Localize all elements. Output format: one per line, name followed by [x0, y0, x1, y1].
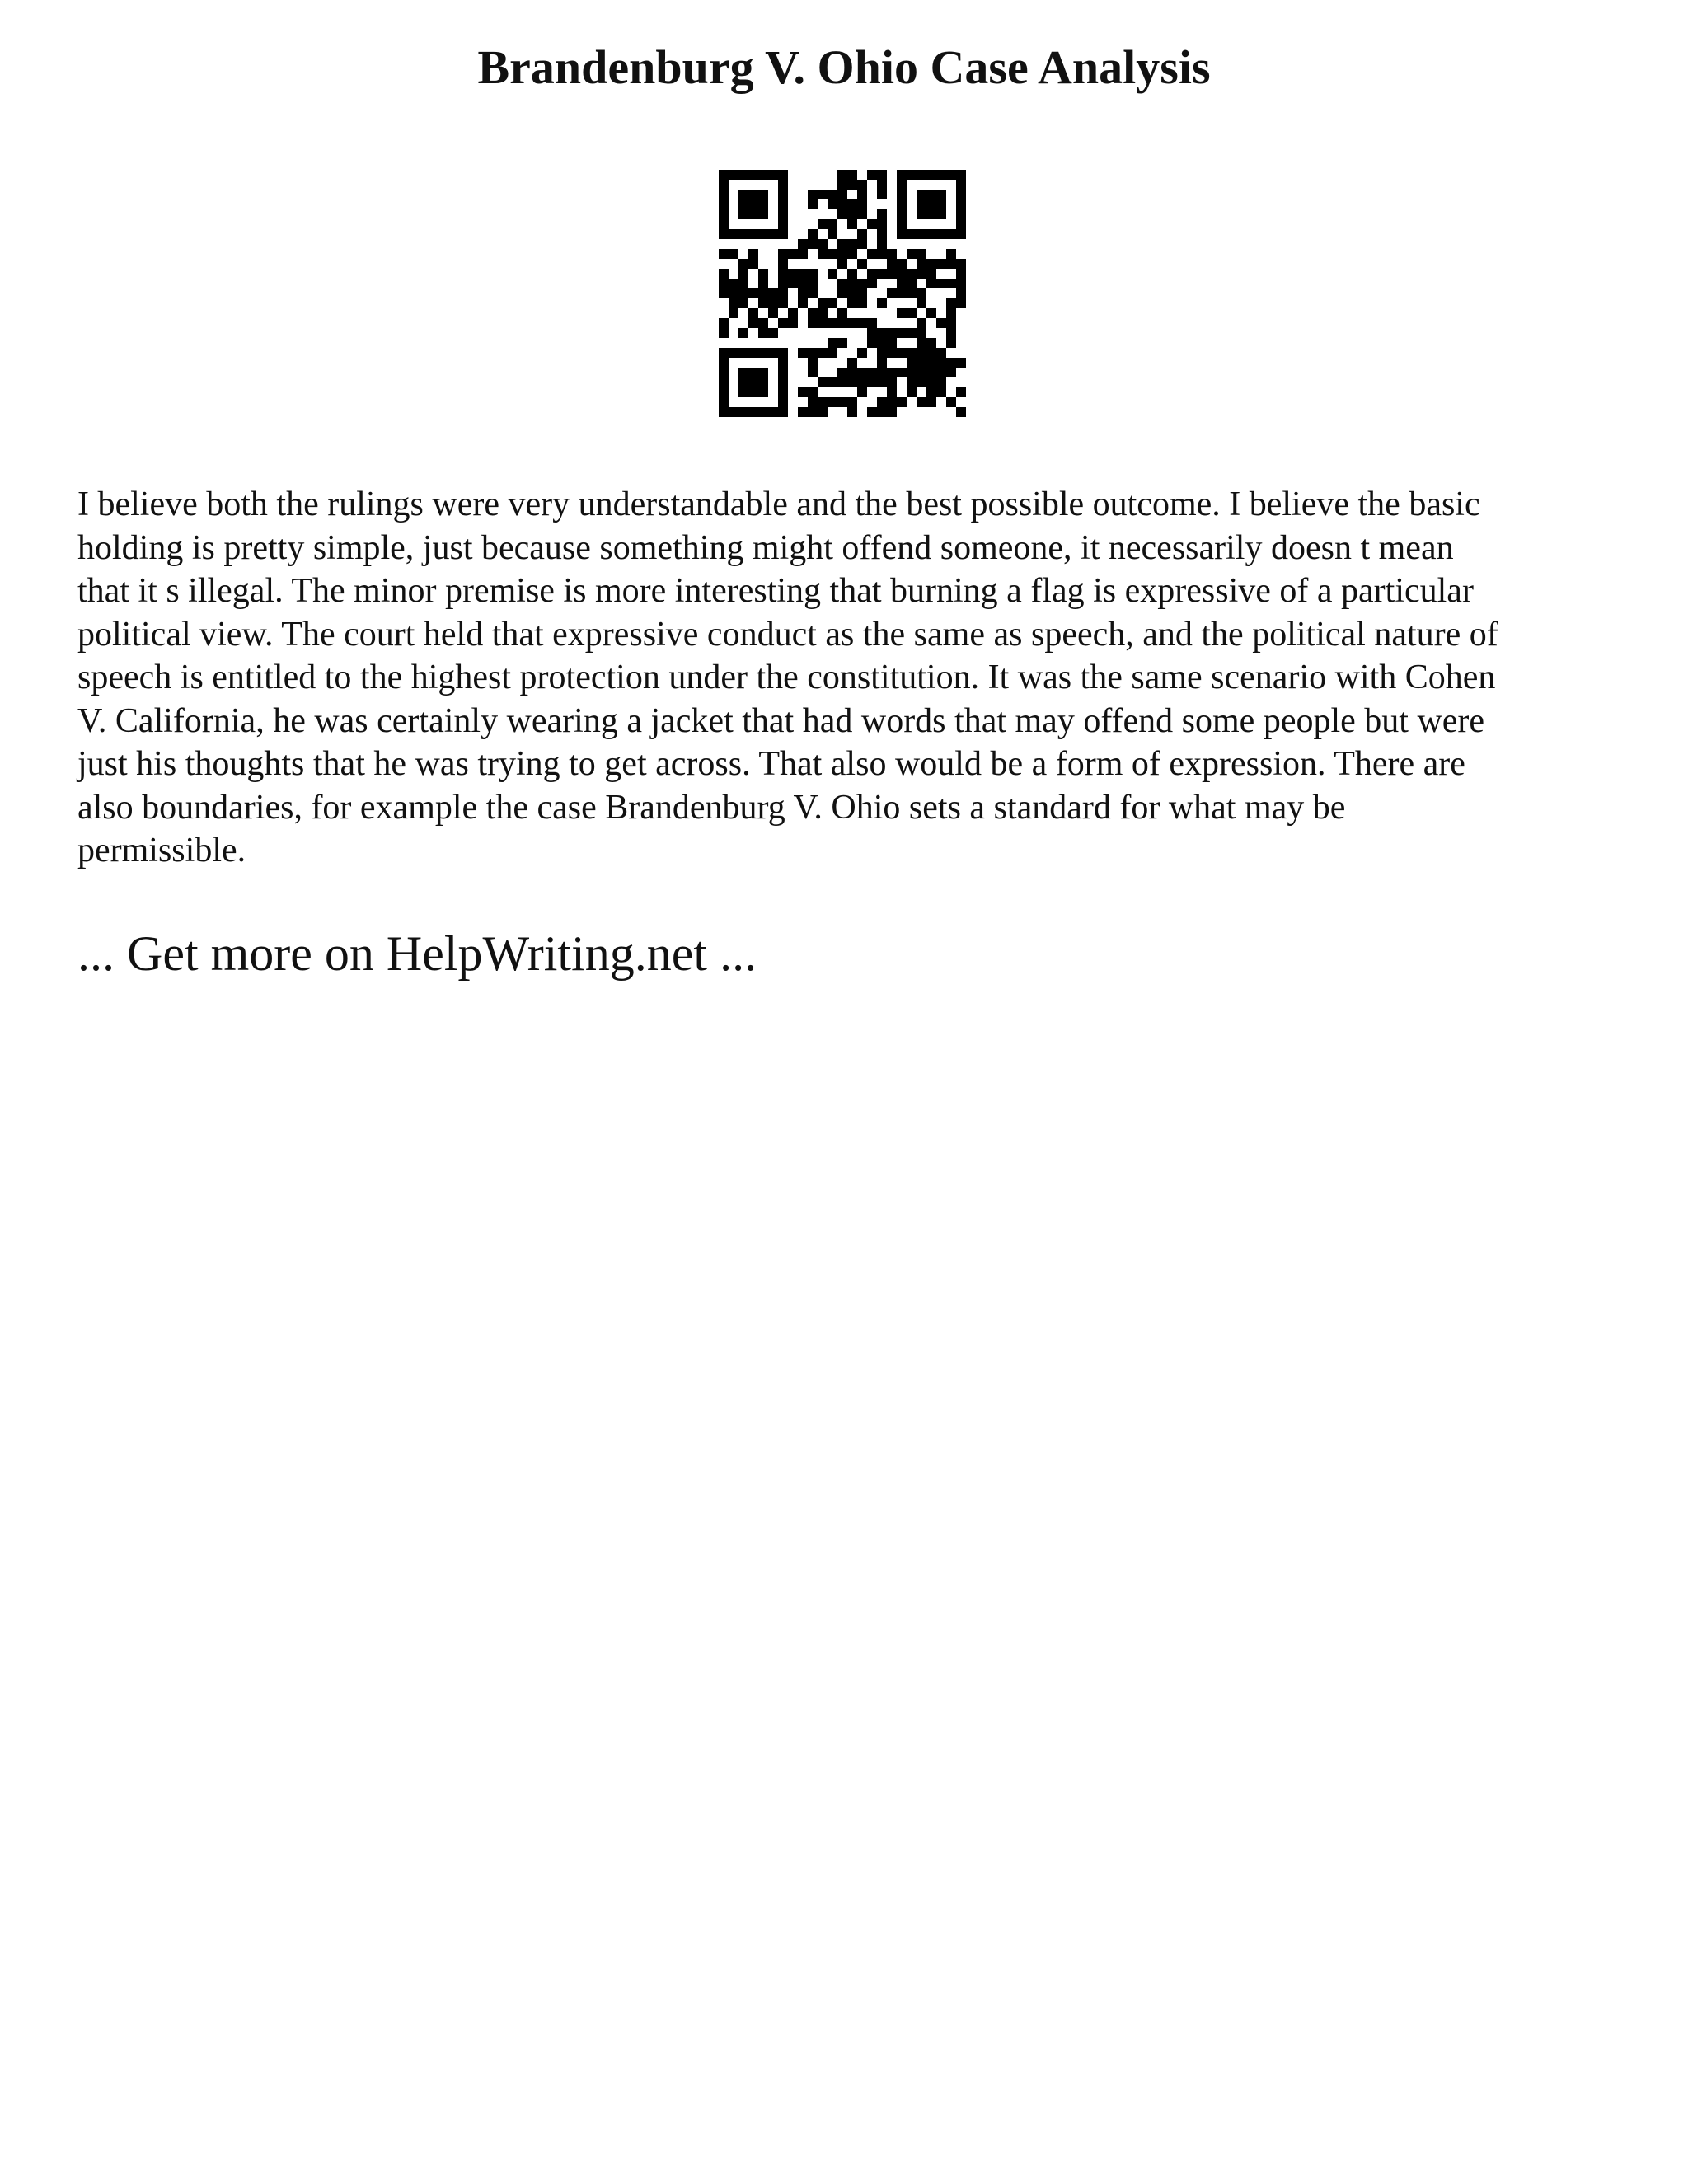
qr-module — [917, 269, 926, 279]
qr-module — [808, 279, 818, 288]
qr-module — [798, 348, 808, 358]
qr-module — [877, 190, 887, 199]
qr-finder-edge — [719, 170, 788, 180]
qr-module — [837, 377, 847, 387]
qr-module — [857, 288, 867, 298]
get-more-link[interactable]: ... Get more on HelpWriting.net ... — [77, 926, 757, 981]
qr-module — [818, 249, 828, 259]
qr-module — [926, 387, 936, 397]
qr-finder-center — [917, 190, 946, 219]
qr-module — [907, 249, 917, 259]
qr-module — [847, 199, 857, 209]
qr-module — [926, 377, 936, 387]
qr-module — [738, 298, 748, 308]
qr-module — [808, 239, 818, 249]
qr-module — [887, 338, 897, 348]
qr-module — [887, 348, 897, 358]
body-line: I believe both the rulings were very understandable and the best possible outcome. I believe the basic — [77, 485, 1480, 523]
body-line: political view. The court held that expressive conduct as the same as speech, and the political nature of — [77, 615, 1498, 654]
qr-module — [818, 298, 828, 308]
qr-module — [887, 387, 897, 397]
qr-module — [877, 229, 887, 239]
qr-module — [788, 279, 798, 288]
qr-module — [778, 279, 788, 288]
qr-module — [847, 397, 857, 407]
qr-code-icon — [719, 170, 966, 417]
qr-module — [877, 239, 887, 249]
body-line: just his thoughts that he was trying to get across. That also would be a form of expression. There are — [77, 745, 1465, 783]
qr-module — [926, 397, 936, 407]
qr-module — [867, 170, 877, 180]
qr-module — [758, 279, 768, 288]
qr-module — [877, 377, 887, 387]
qr-module — [729, 249, 738, 259]
qr-module — [808, 288, 818, 298]
qr-module — [926, 358, 936, 368]
qr-module — [818, 308, 828, 318]
qr-module — [719, 288, 729, 298]
qr-module — [877, 397, 887, 407]
qr-module — [847, 288, 857, 298]
qr-module — [828, 338, 837, 348]
qr-module — [946, 318, 956, 328]
qr-module — [847, 249, 857, 259]
qr-module — [867, 328, 877, 338]
qr-module — [818, 348, 828, 358]
qr-module — [808, 308, 818, 318]
qr-module — [867, 279, 877, 288]
qr-module — [748, 288, 758, 298]
qr-alignment — [897, 348, 907, 358]
qr-module — [907, 288, 917, 298]
qr-module — [808, 348, 818, 358]
qr-module — [837, 209, 847, 219]
qr-module — [719, 279, 729, 288]
body-line: also boundaries, for example the case Brandenburg V. Ohio sets a standard for what may be — [77, 788, 1346, 827]
qr-module — [946, 298, 956, 308]
qr-module — [798, 407, 808, 417]
qr-module — [748, 308, 758, 318]
qr-module — [818, 219, 828, 229]
qr-module — [857, 279, 867, 288]
qr-module — [729, 298, 738, 308]
qr-module — [867, 407, 877, 417]
body-line: that it s illegal. The minor premise is more interesting that burning a flag is expressive of a particular — [77, 572, 1474, 610]
qr-module — [857, 298, 867, 308]
qr-module — [847, 170, 857, 180]
qr-module — [877, 170, 887, 180]
qr-module — [768, 288, 778, 298]
qr-finder-edge — [719, 358, 729, 407]
qr-module — [907, 358, 917, 368]
qr-module — [956, 269, 966, 279]
qr-module — [748, 259, 758, 269]
qr-module — [847, 407, 857, 417]
qr-module — [788, 249, 798, 259]
qr-module — [867, 338, 877, 348]
qr-module — [808, 407, 818, 417]
qr-module — [867, 269, 877, 279]
qr-module — [729, 308, 738, 318]
qr-module — [926, 259, 936, 269]
qr-module — [758, 269, 768, 279]
qr-module — [936, 358, 946, 368]
qr-module — [907, 279, 917, 288]
qr-module — [956, 358, 966, 368]
qr-module — [946, 259, 956, 269]
qr-module — [956, 279, 966, 288]
qr-module — [758, 298, 768, 308]
qr-module — [828, 397, 837, 407]
qr-module — [907, 348, 917, 358]
qr-module — [738, 259, 748, 269]
qr-module — [837, 249, 847, 259]
qr-module — [837, 180, 847, 190]
qr-module — [857, 259, 867, 269]
qr-module — [788, 269, 798, 279]
qr-module — [828, 318, 837, 328]
qr-module — [828, 298, 837, 308]
qr-module — [956, 259, 966, 269]
qr-module — [887, 407, 897, 417]
qr-alignment — [877, 328, 926, 338]
qr-module — [729, 288, 738, 298]
qr-module — [808, 387, 818, 397]
qr-module — [837, 308, 847, 318]
qr-module — [887, 269, 897, 279]
qr-module — [768, 308, 778, 318]
body-line: permissible. — [77, 832, 246, 869]
qr-finder-edge — [719, 180, 729, 229]
qr-module — [926, 338, 936, 348]
qr-module — [808, 269, 818, 279]
qr-module — [837, 279, 847, 288]
qr-module — [837, 318, 847, 328]
qr-module — [808, 397, 818, 407]
qr-module — [956, 387, 966, 397]
qr-module — [946, 308, 956, 318]
qr-module — [847, 239, 857, 249]
qr-module — [719, 318, 729, 328]
qr-module — [897, 397, 907, 407]
qr-module — [828, 249, 837, 259]
qr-module — [907, 308, 917, 318]
qr-module — [857, 209, 867, 219]
qr-module — [857, 190, 867, 199]
qr-finder-edge — [897, 180, 907, 229]
qr-module — [917, 259, 926, 269]
qr-module — [877, 269, 887, 279]
qr-module — [857, 387, 867, 397]
qr-module — [867, 249, 877, 259]
qr-module — [946, 397, 956, 407]
qr-module — [738, 279, 748, 288]
qr-alignment — [877, 368, 926, 377]
qr-module — [946, 338, 956, 348]
qr-module — [917, 397, 926, 407]
qr-module — [857, 180, 867, 190]
body-line: V. California, he was certainly wearing a jacket that had words that may offend some people but were — [77, 701, 1485, 740]
qr-module — [917, 318, 926, 328]
qr-module — [798, 239, 808, 249]
qr-finder-edge — [897, 170, 966, 180]
qr-module — [956, 407, 966, 417]
qr-finder-edge — [778, 180, 788, 229]
body-line: holding is pretty simple, just because something might offend someone, it necessarily doesn t mean — [77, 528, 1454, 567]
qr-module — [867, 219, 877, 229]
qr-module — [778, 298, 788, 308]
qr-module — [857, 348, 867, 358]
qr-module — [837, 288, 847, 298]
qr-module — [837, 397, 847, 407]
qr-module — [887, 288, 897, 298]
body-paragraph — [77, 483, 1627, 873]
qr-module — [778, 318, 788, 328]
qr-module — [748, 318, 758, 328]
qr-module — [837, 199, 847, 209]
qr-module — [936, 387, 946, 397]
qr-module — [847, 358, 857, 368]
qr-module — [917, 298, 926, 308]
qr-module — [867, 368, 877, 377]
qr-module — [808, 199, 818, 209]
qr-module — [936, 348, 946, 358]
qr-module — [808, 368, 818, 377]
qr-module — [877, 219, 887, 229]
qr-module — [798, 387, 808, 397]
qr-module — [877, 249, 887, 259]
qr-module — [897, 269, 907, 279]
qr-module — [897, 308, 907, 318]
qr-module — [738, 328, 748, 338]
qr-module — [778, 269, 788, 279]
qr-module — [926, 269, 936, 279]
qr-finder-edge — [778, 358, 788, 407]
qr-module — [768, 328, 778, 338]
qr-module — [936, 377, 946, 387]
qr-module — [867, 318, 877, 328]
qr-module — [828, 229, 837, 239]
qr-module — [897, 288, 907, 298]
qr-module — [758, 328, 768, 338]
qr-module — [897, 279, 907, 288]
qr-module — [857, 368, 867, 377]
qr-finder-edge — [719, 348, 788, 358]
qr-module — [768, 298, 778, 308]
qr-module — [837, 190, 847, 199]
qr-module — [798, 249, 808, 259]
qr-module — [798, 298, 808, 308]
qr-module — [748, 249, 758, 259]
qr-module — [808, 229, 818, 239]
qr-module — [946, 328, 956, 338]
qr-module — [936, 318, 946, 328]
qr-module — [857, 318, 867, 328]
qr-module — [897, 259, 907, 269]
qr-module — [758, 288, 768, 298]
qr-module — [778, 288, 788, 298]
qr-module — [837, 259, 847, 269]
qr-module — [877, 407, 887, 417]
qr-module — [798, 279, 808, 288]
qr-module — [847, 318, 857, 328]
qr-code-graphic — [719, 170, 966, 417]
page-title: Brandenburg V. Ohio Case Analysis — [477, 40, 1211, 94]
qr-module — [828, 377, 837, 387]
qr-module — [917, 377, 926, 387]
qr-module — [847, 219, 857, 229]
qr-module — [936, 259, 946, 269]
qr-module — [818, 397, 828, 407]
qr-module — [808, 318, 818, 328]
qr-module — [818, 239, 828, 249]
qr-alignment — [877, 338, 887, 368]
qr-module — [788, 308, 798, 318]
qr-module — [778, 259, 788, 269]
qr-module — [956, 298, 966, 308]
qr-module — [847, 368, 857, 377]
qr-module — [818, 318, 828, 328]
qr-module — [808, 190, 818, 199]
qr-module — [837, 239, 847, 249]
qr-module — [887, 249, 897, 259]
qr-module — [956, 288, 966, 298]
qr-module — [907, 377, 917, 387]
qr-module — [828, 199, 837, 209]
qr-module — [946, 368, 956, 377]
qr-module — [729, 279, 738, 288]
qr-module — [847, 298, 857, 308]
qr-module — [738, 288, 748, 298]
qr-module — [926, 308, 936, 318]
qr-module — [719, 249, 729, 259]
body-line: speech is entitled to the highest protection under the constitution. It was the same scenario with Cohen — [77, 658, 1496, 696]
qr-finder-center — [738, 368, 768, 397]
qr-module — [917, 288, 926, 298]
qr-module — [798, 269, 808, 279]
qr-module — [887, 377, 897, 387]
qr-module — [946, 358, 956, 368]
qr-module — [808, 358, 818, 368]
qr-module — [936, 279, 946, 288]
qr-module — [847, 269, 857, 279]
qr-module — [738, 269, 748, 279]
qr-finder-edge — [719, 229, 788, 239]
qr-module — [917, 249, 926, 259]
qr-module — [867, 377, 877, 387]
qr-module — [857, 377, 867, 387]
qr-module — [837, 170, 847, 180]
qr-finder-center — [738, 190, 768, 219]
qr-module — [837, 338, 847, 348]
qr-module — [887, 397, 897, 407]
qr-module — [946, 249, 956, 259]
qr-module — [926, 368, 936, 377]
qr-module — [818, 190, 828, 199]
qr-module — [847, 209, 857, 219]
qr-module — [719, 269, 729, 279]
qr-module — [877, 298, 887, 308]
qr-module — [877, 180, 887, 190]
qr-module — [936, 368, 946, 377]
qr-module — [946, 279, 956, 288]
qr-module — [788, 318, 798, 328]
qr-module — [926, 279, 936, 288]
qr-module — [857, 239, 867, 249]
qr-module — [818, 407, 828, 417]
qr-module — [798, 288, 808, 298]
qr-module — [857, 199, 867, 209]
qr-module — [719, 328, 729, 338]
qr-module — [828, 190, 837, 199]
qr-module — [758, 318, 768, 328]
qr-module — [857, 229, 867, 239]
qr-module — [907, 269, 917, 279]
qr-module — [847, 180, 857, 190]
qr-module — [926, 348, 936, 358]
qr-module — [907, 387, 917, 397]
qr-module — [847, 377, 857, 387]
qr-module — [818, 377, 828, 387]
qr-module — [828, 269, 837, 279]
qr-alignment — [917, 338, 926, 368]
qr-module — [828, 219, 837, 229]
qr-module — [847, 279, 857, 288]
qr-finder-edge — [719, 407, 788, 417]
qr-module — [828, 348, 837, 358]
qr-finder-edge — [956, 180, 966, 229]
qr-module — [877, 209, 887, 219]
qr-finder-edge — [897, 229, 966, 239]
qr-module — [778, 249, 788, 259]
qr-module — [887, 259, 897, 269]
qr-module — [837, 368, 847, 377]
